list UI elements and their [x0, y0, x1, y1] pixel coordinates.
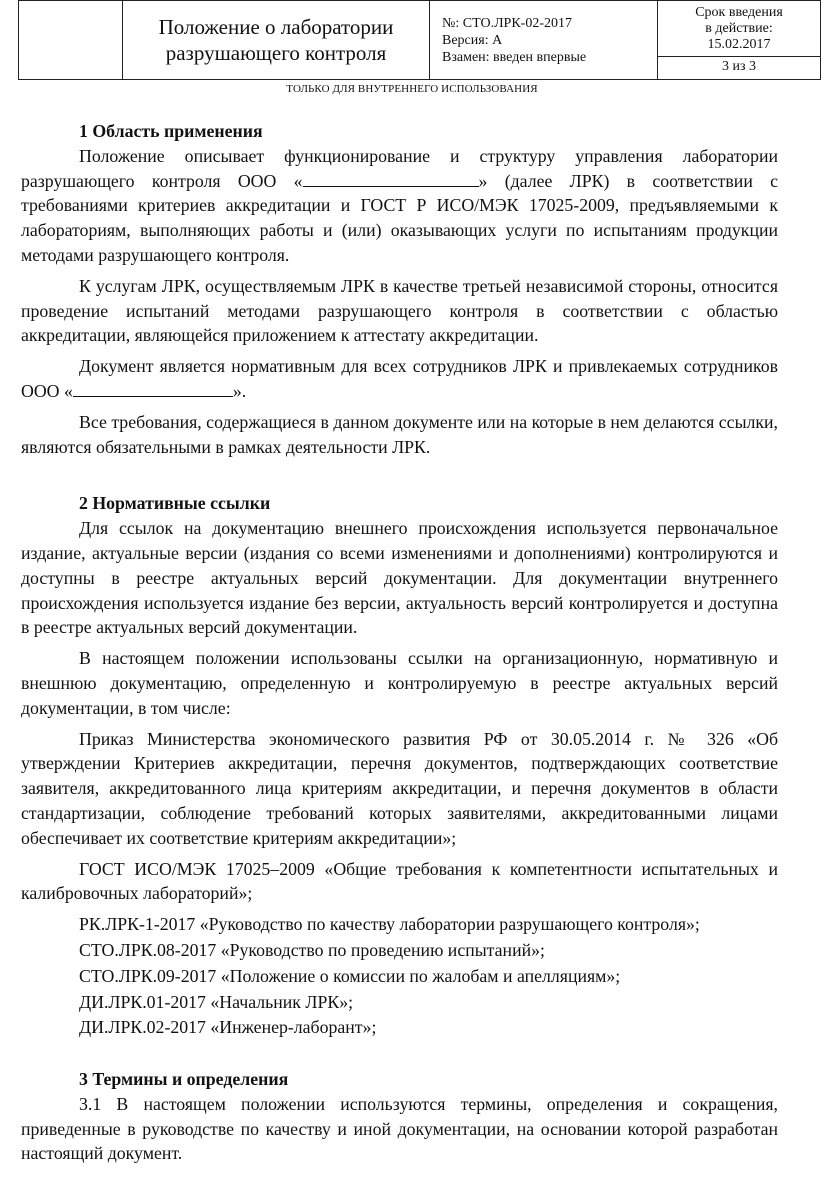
- reference-item: ДИ.ЛРК.02-2017 «Инженер-лаборант»;: [79, 1017, 377, 1038]
- document-title-line-1: Положение о лаборатории: [158, 15, 394, 39]
- effective-label-line-2: в действие:: [705, 21, 773, 36]
- section-1-p1-text-b: » (далее ЛРК) в соответствии с требованиями критериев аккредитации и ГОСТ Р ИСО/МЭК 17025-2009, предъявляемыми к лабораториям, выполняющих работы и (или) оказывающих услуги по испытаниям продукции методами разрушающего контроля.: [21, 170, 779, 265]
- document-title-line-2: разрушающего контроля: [165, 41, 387, 65]
- document-meta-cell: [430, 1, 658, 80]
- reference-item: СТО.ЛРК.08-2017 «Руководство по проведению испытаний»;: [79, 939, 545, 960]
- effective-date-cell: [658, 1, 821, 80]
- document-header-table: [18, 0, 821, 80]
- section-1-paragraph-1: [21, 144, 778, 268]
- section-2-paragraph-1: Для ссылок на документацию внешнего происхождения используется первоначальное издание, актуальные версии (издания со всеми изменениями и дополнениями) контролируются и доступны в реестре актуальных версий документации. Для документации внутреннего происхождения используется издание без версии, актуальность версий контролируется и доступна в реестре актуальных версий документации.: [21, 518, 778, 638]
- section-3-paragraph-1: 3.1 В настоящем положении используются термины, определения и сокращения, приведенные в руководстве по качеству и иной документации, на основании которой разработан настоящий документ.: [21, 1093, 778, 1164]
- internal-use-note: ТОЛЬКО ДЛЯ ВНУТРЕННЕГО ИСПОЛЬЗОВАНИЯ: [286, 83, 538, 95]
- reference-item: ДИ.ЛРК.01-2017 «Начальник ЛРК»;: [79, 991, 354, 1012]
- effective-label-line-1: Срок введения: [695, 5, 783, 20]
- company-name-blank: [303, 170, 479, 187]
- reference-item: РК.ЛРК-1-2017 «Руководство по качеству лаборатории разрушающего контроля»;: [79, 914, 700, 935]
- logo-placeholder-cell: [19, 1, 123, 80]
- reference-item: СТО.ЛРК.09-2017 «Положение о комиссии по жалобам и апелляциям»;: [79, 965, 621, 986]
- section-1-p3-text-a: Документ является нормативным для всех сотрудников ЛРК и привлекаемых сотрудников ООО «: [21, 356, 778, 401]
- section-2-paragraph-2: В настоящем положении использованы ссылки на организационную, нормативную и внешнюю документацию, определенную и контролируемую в реестре актуальных версий документации, в том числе:: [21, 648, 778, 718]
- document-body: [21, 119, 778, 1172]
- page-number: 3 из 3: [658, 56, 820, 75]
- document-version: Версия: А: [442, 32, 503, 48]
- section-2-paragraph-3: Приказ Министерства экономического развития РФ от 30.05.2014 г. № 326 «Об утверждении Критериев аккредитации, перечня документов, подтверждающих соответствие заявителя, аккредитованного лица критериям аккредитации, и перечня документов в области стандартизации, соблюдение требований которых заявителями, аккредитованными лицами обеспечивает их соответствие критериям аккредитации»;: [21, 728, 778, 848]
- document-number: №: СТО.ЛРК-02-2017: [442, 15, 573, 31]
- section-1-paragraph-2: К услугам ЛРК, осуществляемым ЛРК в качестве третьей независимой стороны, относится проведение испытаний методами разрушающего контроля в соответствии с областью аккредитации, являющейся приложением к аттестату аккредитации.: [21, 275, 778, 346]
- document-replaces: Взамен: введен впервые: [442, 49, 587, 65]
- section-2-title: 2 Нормативные ссылки: [79, 493, 271, 514]
- section-2-paragraph-4: ГОСТ ИСО/МЭК 17025–2009 «Общие требования к компетентности испытательных и калибровочных лабораторий»;: [21, 858, 778, 904]
- section-1-title: 1 Область применения: [79, 121, 263, 141]
- section-1-paragraph-3: [21, 354, 778, 404]
- document-title-cell: [123, 1, 430, 80]
- company-name-blank-2: [73, 380, 233, 397]
- section-1-paragraph-4: Все требования, содержащиеся в данном документе или на которые в нем делаются ссылки, являются обязательными в рамках деятельности ЛРК.: [21, 411, 778, 457]
- section-1-p3-text-b: ».: [232, 380, 247, 401]
- effective-date: 15.02.2017: [707, 37, 771, 52]
- section-1-p1-text-a: Положение описывает функционирование и структуру управления лаборатории разрушающего контроля ООО «: [21, 145, 778, 191]
- section-3-title: 3 Термины и определения: [79, 1069, 289, 1090]
